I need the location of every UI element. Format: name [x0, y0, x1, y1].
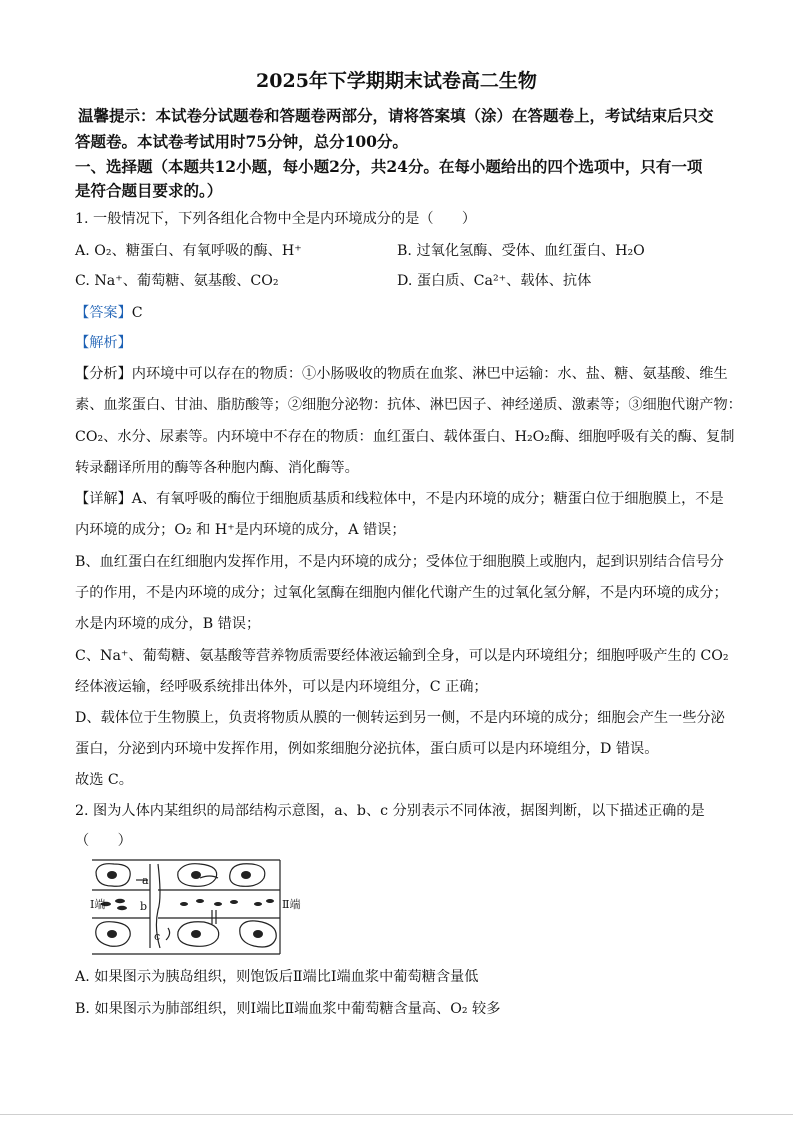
xiangjie-line: 水是内环境的成分，B 错误； [75, 616, 261, 632]
notice-line-2: 答题卷。本试卷考试用时75分钟，总分100分。 [75, 132, 408, 151]
xiangjie-line: B、血红蛋白在红细胞内发挥作用，不是内环境的成分；受体位于细胞膜上或胞内，起到识别结合信号分 [75, 554, 724, 570]
fenxi-line: 素、血浆蛋白、甘油、脂肪酸等；②细胞分泌物：抗体、淋巴因子、神经递质、激素等；③细胞代谢产物： [75, 397, 742, 413]
page-title: 2025年下学期期末试卷高二生物 [256, 70, 537, 92]
q1-stem: 1. 一般情况下，下列各组化合物中全是内环境成分的是（ ） [75, 211, 477, 227]
blood-cell [196, 899, 204, 903]
blood-cell [266, 899, 274, 903]
q1-option-a: A. O₂、糖蛋白、有氧呼吸的酶、H⁺ [75, 243, 302, 259]
arrow-c [166, 928, 170, 940]
page-bottom-divider [0, 1114, 793, 1115]
fenxi-line: 转录翻译所用的酶等各种胞内酶、消化酶等。 [75, 460, 359, 476]
xiangjie-line: 故选 C。 [75, 772, 133, 788]
label-c: c [154, 930, 161, 943]
q2-paren: （ ） [75, 833, 132, 849]
nucleus [107, 871, 117, 879]
nucleus [191, 871, 201, 879]
label-end-i: Ⅰ端 [90, 898, 106, 911]
label-b: b [140, 900, 148, 913]
q1-option-b: B. 过氧化氢酶、受体、血红蛋白、H₂O [397, 243, 645, 259]
section-heading-line-2: 是符合题目要求的。） [75, 181, 223, 200]
nucleus [253, 930, 263, 938]
nucleus [241, 871, 251, 879]
blood-cell [230, 900, 238, 904]
q1-option-c: C. Na⁺、葡萄糖、氨基酸、CO₂ [75, 273, 279, 289]
blood-cell [254, 902, 262, 906]
blood-cell [180, 902, 188, 906]
section-heading-line-1: 一、选择题（本题共12小题，每小题2分，共24分。在每小题给出的四个选项中，只有一项 [75, 157, 703, 176]
blood-cell [214, 902, 222, 906]
label-a: a [142, 874, 149, 887]
q1-answer [75, 302, 143, 322]
xiangjie-line: D、载体位于生物膜上，负责将物质从膜的一侧转运到另一侧，不是内环境的成分；细胞会产生一些分泌 [75, 710, 725, 726]
arrow-top [200, 876, 218, 878]
xiangjie-line: 内环境的成分；O₂ 和 H⁺是内环境的成分，A 错误； [75, 522, 406, 538]
fenxi-line: 【分析】内环境中可以存在的物质：①小肠吸收的物质在血浆、淋巴中运输：水、盐、糖、氨基酸、维生 [75, 366, 728, 382]
tissue-diagram-svg [92, 858, 310, 956]
xiangjie-line: 经体液运输，经呼吸系统排出体外，可以是内环境组分，C 正确； [75, 679, 488, 695]
arrow-exchange [212, 910, 216, 924]
q2-option-a: A. 如果图示为胰岛组织，则饱饭后Ⅱ端比Ⅰ端血浆中葡萄糖含量低 [75, 969, 479, 985]
analysis-tag: 【解析】 [75, 335, 132, 351]
blood-cell [115, 899, 125, 903]
answer-tag: 【答案】 [75, 305, 132, 321]
label-end-ii: Ⅱ端 [282, 898, 301, 911]
tissue-diagram [92, 858, 310, 956]
fenxi-line: CO₂、水分、尿素等。内环境中不存在的物质：血红蛋白、载体蛋白、H₂O₂酶、细胞呼吸有关的酶、复制 [75, 429, 735, 445]
nucleus [107, 930, 117, 938]
q1-option-d: D. 蛋白质、Ca²⁺、载体、抗体 [397, 273, 592, 289]
xiangjie-line: C、Na⁺、葡萄糖、氨基酸等营养物质需要经体液运输到全身，可以是内环境组分；细胞呼吸产生的 CO₂ [75, 648, 729, 664]
nucleus [191, 930, 201, 938]
blood-cell [117, 906, 127, 910]
q2-stem: 2. 图为人体内某组织的局部结构示意图，a、b、c 分别表示不同体液，据图判断，以下描述正确的是 [75, 803, 705, 819]
notice-line-1: 温馨提示：本试卷分试题卷和答题卷两部分，请将答案填（涂）在答题卷上，考试结束后只交 [78, 106, 714, 125]
xiangjie-line: 【详解】A、有氧呼吸的酶位于细胞质基质和线粒体中，不是内环境的成分；糖蛋白位于细胞膜上，不是 [75, 491, 724, 507]
xiangjie-line: 子的作用，不是内环境的成分；过氧化氢酶在细胞内催化代谢产生的过氧化氢分解，不是内环境的成分； [75, 585, 728, 601]
q2-option-b: B. 如果图示为肺部组织，则Ⅰ端比Ⅱ端血浆中葡萄糖含量高、O₂ 较多 [75, 1001, 501, 1017]
xiangjie-line: 蛋白，分泌到内环境中发挥作用，例如浆细胞分泌抗体，蛋白质可以是内环境组分，D 错误。 [75, 741, 659, 757]
answer-value: C [131, 305, 143, 321]
